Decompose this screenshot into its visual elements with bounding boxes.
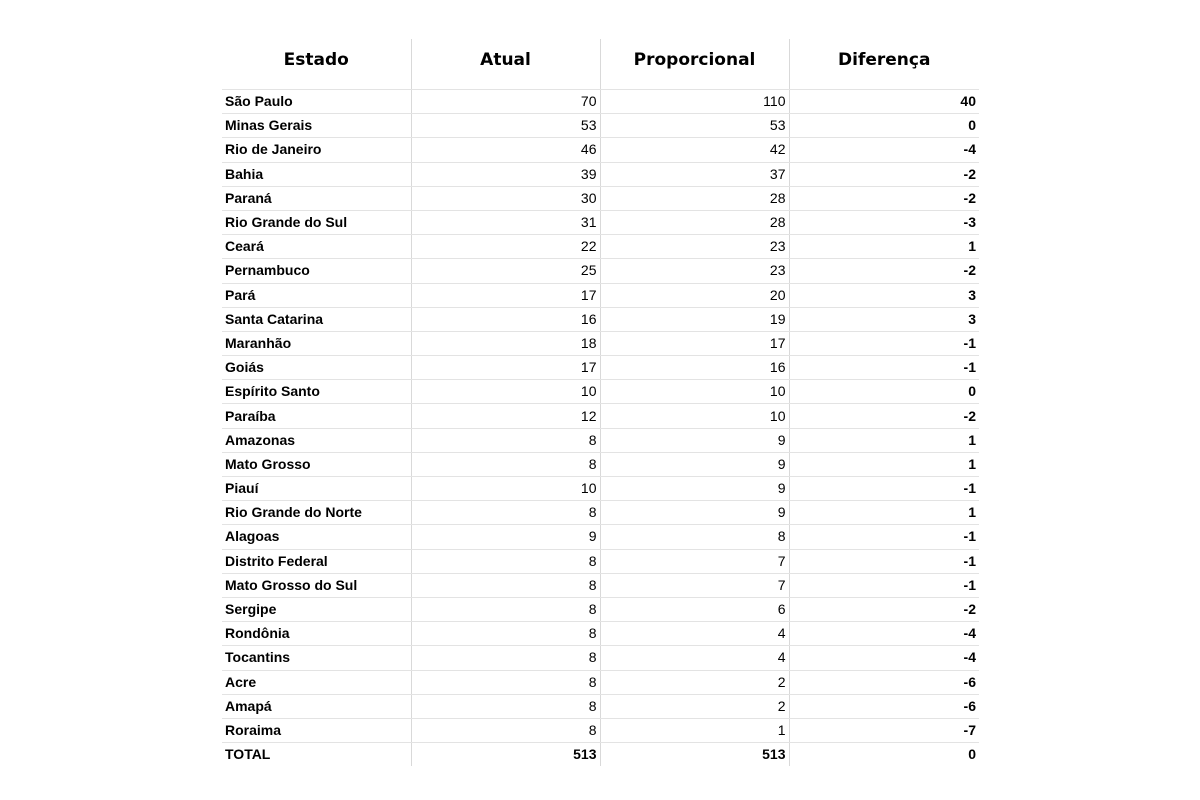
cell-proporcional[interactable]: 8 — [600, 525, 789, 549]
table-row — [222, 162, 979, 186]
table-row — [222, 477, 979, 501]
cell-proporcional[interactable]: 7 — [600, 549, 789, 573]
cell-proporcional[interactable]: 9 — [600, 428, 789, 452]
cell-diferenca[interactable]: 0 — [789, 114, 979, 138]
table-row — [222, 259, 979, 283]
cell-diferenca[interactable]: -4 — [789, 622, 979, 646]
cell-proporcional[interactable]: 23 — [600, 259, 789, 283]
cell-proporcional[interactable]: 10 — [600, 380, 789, 404]
cell-atual[interactable]: 8 — [411, 718, 600, 742]
table-row — [222, 114, 979, 138]
cell-diferenca[interactable]: -3 — [789, 210, 979, 234]
cell-atual[interactable]: 46 — [411, 138, 600, 162]
cell-proporcional[interactable]: 9 — [600, 452, 789, 476]
cell-proporcional[interactable]: 9 — [600, 477, 789, 501]
cell-diferenca[interactable]: -7 — [789, 718, 979, 742]
cell-estado[interactable]: Ceará — [222, 235, 411, 259]
cell-estado[interactable]: Rio de Janeiro — [222, 138, 411, 162]
cell-diferenca[interactable]: -1 — [789, 573, 979, 597]
cell-estado[interactable]: Piauí — [222, 477, 411, 501]
cell-diferenca[interactable]: -4 — [789, 646, 979, 670]
cell-diferenca[interactable]: -1 — [789, 549, 979, 573]
cell-diferenca[interactable]: -1 — [789, 356, 979, 380]
cell-diferenca[interactable]: -2 — [789, 186, 979, 210]
cell-diferenca[interactable]: -6 — [789, 694, 979, 718]
cell-estado[interactable]: Pernambuco — [222, 259, 411, 283]
cell-diferenca[interactable]: -2 — [789, 404, 979, 428]
table-row — [222, 331, 979, 355]
cell-atual[interactable]: 10 — [411, 380, 600, 404]
cell-atual[interactable]: 8 — [411, 670, 600, 694]
cell-atual[interactable]: 8 — [411, 452, 600, 476]
cell-atual[interactable]: 17 — [411, 356, 600, 380]
cell-proporcional[interactable]: 2 — [600, 670, 789, 694]
table-row — [222, 597, 979, 621]
cell-proporcional[interactable]: 6 — [600, 597, 789, 621]
cell-diferenca[interactable]: -2 — [789, 259, 979, 283]
cell-proporcional[interactable]: 42 — [600, 138, 789, 162]
table-row — [222, 670, 979, 694]
table-row — [222, 452, 979, 476]
cell-atual[interactable]: 8 — [411, 694, 600, 718]
cell-atual[interactable]: 17 — [411, 283, 600, 307]
cell-atual[interactable]: 9 — [411, 525, 600, 549]
cell-atual[interactable]: 39 — [411, 162, 600, 186]
cell-diferenca[interactable]: 1 — [789, 235, 979, 259]
table-row — [222, 428, 979, 452]
cell-proporcional[interactable]: 28 — [600, 210, 789, 234]
cell-estado[interactable]: Mato Grosso — [222, 452, 411, 476]
table-row — [222, 718, 979, 742]
cell-proporcional[interactable]: 7 — [600, 573, 789, 597]
table-row — [222, 525, 979, 549]
cell-proporcional[interactable]: 16 — [600, 356, 789, 380]
cell-proporcional[interactable]: 10 — [600, 404, 789, 428]
cell-atual[interactable]: 22 — [411, 235, 600, 259]
cell-estado[interactable]: Santa Catarina — [222, 307, 411, 331]
total-diferenca[interactable]: 0 — [789, 743, 979, 767]
cell-atual[interactable]: 8 — [411, 597, 600, 621]
cell-diferenca[interactable]: -2 — [789, 162, 979, 186]
cell-atual[interactable]: 53 — [411, 114, 600, 138]
cell-atual[interactable]: 8 — [411, 646, 600, 670]
cell-estado[interactable]: Roraima — [222, 718, 411, 742]
cell-atual[interactable]: 25 — [411, 259, 600, 283]
cell-atual[interactable]: 70 — [411, 90, 600, 114]
cell-diferenca[interactable]: 1 — [789, 428, 979, 452]
cell-estado[interactable]: Sergipe — [222, 597, 411, 621]
cell-estado[interactable]: Paraná — [222, 186, 411, 210]
header-estado[interactable]: Estado — [283, 50, 349, 70]
cell-estado[interactable]: Maranhão — [222, 331, 411, 355]
cell-diferenca[interactable]: 0 — [789, 380, 979, 404]
cell-atual[interactable]: 16 — [411, 307, 600, 331]
table-row — [222, 186, 979, 210]
cell-atual[interactable]: 30 — [411, 186, 600, 210]
cell-diferenca[interactable]: -4 — [789, 138, 979, 162]
cell-diferenca[interactable]: 1 — [789, 501, 979, 525]
cell-estado[interactable]: Mato Grosso do Sul — [222, 573, 411, 597]
cell-estado[interactable]: Goiás — [222, 356, 411, 380]
cell-atual[interactable]: 8 — [411, 428, 600, 452]
table-row — [222, 356, 979, 380]
header-diferenca[interactable]: Diferença — [789, 39, 979, 89]
cell-proporcional[interactable]: 20 — [600, 283, 789, 307]
total-proporcional[interactable]: 513 — [600, 743, 789, 767]
table-row — [222, 646, 979, 670]
table-row — [222, 90, 979, 114]
table-row — [222, 549, 979, 573]
table-row — [222, 501, 979, 525]
header-atual[interactable]: Atual — [411, 39, 600, 89]
cell-proporcional[interactable]: 37 — [600, 162, 789, 186]
cell-estado[interactable]: Minas Gerais — [222, 114, 411, 138]
table-row — [222, 138, 979, 162]
cell-atual[interactable]: 12 — [411, 404, 600, 428]
table-header — [222, 39, 979, 90]
cell-estado[interactable]: Rondônia — [222, 622, 411, 646]
cell-atual[interactable]: 8 — [411, 622, 600, 646]
table-row — [222, 235, 979, 259]
spreadsheet-region — [222, 39, 979, 766]
table-body — [222, 90, 979, 767]
seats-comparison-table — [222, 39, 979, 766]
table-row — [222, 573, 979, 597]
table-row — [222, 283, 979, 307]
cell-atual[interactable]: 31 — [411, 210, 600, 234]
cell-diferenca[interactable]: -1 — [789, 477, 979, 501]
header-proporcional[interactable]: Proporcional — [600, 39, 789, 89]
cell-diferenca[interactable]: 40 — [789, 90, 979, 114]
cell-diferenca[interactable]: -6 — [789, 670, 979, 694]
table-row — [222, 210, 979, 234]
table-row — [222, 404, 979, 428]
cell-estado[interactable]: Rio Grande do Norte — [222, 501, 411, 525]
cell-proporcional[interactable]: 4 — [600, 622, 789, 646]
cell-diferenca[interactable]: -2 — [789, 597, 979, 621]
cell-atual[interactable]: 8 — [411, 501, 600, 525]
cell-diferenca[interactable]: -1 — [789, 331, 979, 355]
table-row — [222, 622, 979, 646]
cell-proporcional[interactable]: 9 — [600, 501, 789, 525]
cell-atual[interactable]: 10 — [411, 477, 600, 501]
cell-atual[interactable]: 8 — [411, 573, 600, 597]
cell-proporcional[interactable]: 19 — [600, 307, 789, 331]
cell-estado[interactable]: Amazonas — [222, 428, 411, 452]
cell-proporcional[interactable]: 110 — [600, 90, 789, 114]
cell-proporcional[interactable]: 28 — [600, 186, 789, 210]
cell-proporcional[interactable]: 17 — [600, 331, 789, 355]
cell-estado[interactable]: Pará — [222, 283, 411, 307]
cell-estado[interactable]: Espírito Santo — [222, 380, 411, 404]
cell-proporcional[interactable]: 1 — [600, 718, 789, 742]
cell-atual[interactable]: 18 — [411, 331, 600, 355]
table-row — [222, 694, 979, 718]
cell-diferenca[interactable]: 3 — [789, 307, 979, 331]
cell-estado[interactable]: Rio Grande do Sul — [222, 210, 411, 234]
cell-diferenca[interactable]: 3 — [789, 283, 979, 307]
cell-estado[interactable]: Bahia — [222, 162, 411, 186]
cell-proporcional[interactable]: 2 — [600, 694, 789, 718]
total-label[interactable]: TOTAL — [225, 746, 271, 763]
cell-diferenca[interactable]: -1 — [789, 525, 979, 549]
cell-estado[interactable]: Alagoas — [222, 525, 411, 549]
cell-diferenca[interactable]: 1 — [789, 452, 979, 476]
cell-estado[interactable]: São Paulo — [222, 90, 411, 114]
cell-estado[interactable]: Paraíba — [222, 404, 411, 428]
total-atual[interactable]: 513 — [411, 743, 600, 767]
cell-estado[interactable]: Tocantins — [222, 646, 411, 670]
cell-proporcional[interactable]: 53 — [600, 114, 789, 138]
table-row — [222, 307, 979, 331]
cell-atual[interactable]: 8 — [411, 549, 600, 573]
total-row — [222, 743, 979, 767]
table-row — [222, 380, 979, 404]
cell-estado[interactable]: Acre — [222, 670, 411, 694]
cell-proporcional[interactable]: 4 — [600, 646, 789, 670]
cell-proporcional[interactable]: 23 — [600, 235, 789, 259]
cell-estado[interactable]: Distrito Federal — [222, 549, 411, 573]
cell-estado[interactable]: Amapá — [222, 694, 411, 718]
